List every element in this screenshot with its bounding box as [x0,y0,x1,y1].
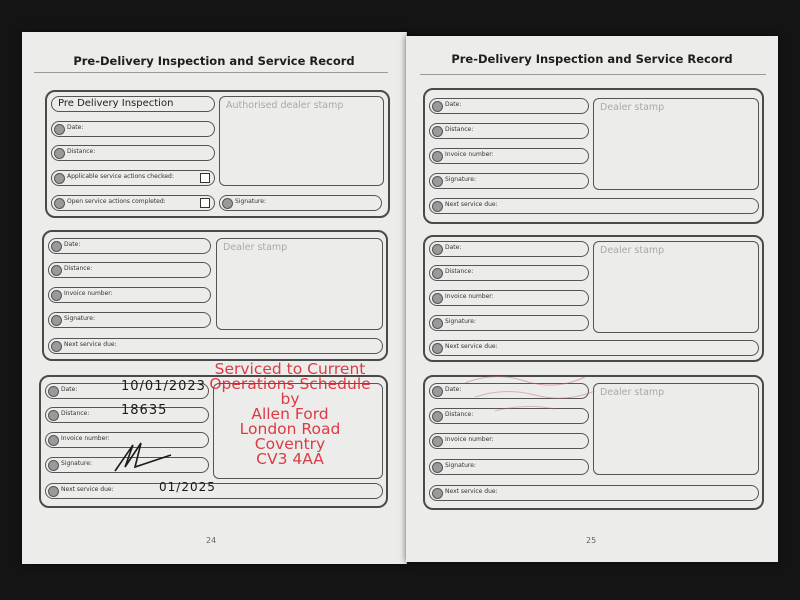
bullet-icon [51,241,62,252]
stamp-label: Authorised dealer stamp [226,100,344,111]
stamp-label: Dealer stamp [600,245,665,256]
stamp-line: Coventry [254,435,326,453]
bullet-icon [51,290,62,301]
stamp-line: Allen Ford [251,405,329,423]
checkbox[interactable] [200,173,210,183]
distance-field [51,145,215,161]
bullet-icon [432,126,443,137]
distance-field [429,123,589,139]
bullet-icon [432,436,443,447]
field-label: Distance: [445,411,474,418]
invoice-number-field [429,148,589,164]
bullet-icon [432,343,443,354]
stamp-label: Dealer stamp [600,387,665,398]
date-field [48,238,211,254]
bullet-icon [51,315,62,326]
field-label: Next service due: [61,486,114,493]
bullet-icon [54,148,65,159]
bullet-icon [432,244,443,255]
bullet-icon [54,198,65,209]
handwritten-date: 10/01/2023 [121,379,206,394]
signature-field [48,312,211,328]
dealer-rubber-stamp [200,362,380,467]
page-number: 24 [206,536,217,545]
bullet-icon [51,265,62,276]
stamp-label: Dealer stamp [600,102,665,113]
service-section-1 [42,230,388,361]
bullet-icon [48,486,59,497]
service-actions-checked-field [51,170,215,186]
authorised-dealer-stamp-box [219,96,384,186]
bullet-icon [432,488,443,499]
right-page [406,36,778,562]
date-field [429,241,589,257]
field-label: Signature: [61,460,92,467]
field-label: Date: [67,124,84,131]
next-service-field [429,340,759,356]
bullet-icon [48,435,59,446]
bullet-icon [48,410,59,421]
field-label: Signature: [235,198,266,205]
field-label: Applicable service actions checked: [67,173,174,180]
bullet-icon [432,201,443,212]
field-label: Invoice number: [445,293,494,300]
faint-stamp-show-through [455,363,615,423]
left-page [22,32,407,564]
next-service-field [429,485,759,501]
field-label: Distance: [64,265,93,272]
distance-field [429,265,589,281]
date-field [51,121,215,137]
invoice-number-field [429,433,589,449]
bullet-icon [432,268,443,279]
field-label: Signature: [64,315,95,322]
service-section-c [423,375,764,510]
field-label: Next service due: [445,488,498,495]
service-section-b [423,235,764,362]
bullet-icon [222,198,233,209]
field-label: Next service due: [64,341,117,348]
field-label: Signature: [445,176,476,183]
field-label: Invoice number: [64,290,113,297]
field-label: Date: [61,386,78,393]
field-label: Signature: [445,462,476,469]
field-label: Date: [64,241,81,248]
field-label: Date: [445,244,462,251]
stamp-line: London Road [239,420,341,438]
bullet-icon [48,460,59,471]
title-rule [34,72,388,73]
stamp-label: Dealer stamp [223,242,288,253]
field-label: Invoice number: [61,435,110,442]
field-label: Distance: [67,148,96,155]
stamp-line: CV3 4AA [256,450,324,468]
field-label: Date: [445,101,462,108]
bullet-icon [48,386,59,397]
field-label: Next service due: [445,201,498,208]
dealer-stamp-box [593,383,759,475]
bullet-icon [51,341,62,352]
field-label: Open service actions completed: [67,198,166,205]
handwritten-distance: 18635 [121,403,168,418]
bullet-icon [432,386,443,397]
checkbox[interactable] [200,198,210,208]
stamp-line: Serviced to Current [214,360,366,378]
page-title: Pre-Delivery Inspection and Service Record [451,52,733,66]
field-label: Signature: [445,318,476,325]
signature-scribble [111,437,181,477]
service-section-a [423,88,764,224]
dealer-stamp-box [216,238,383,330]
field-label: Invoice number: [445,151,494,158]
next-service-field [429,198,759,214]
bullet-icon [432,176,443,187]
signature-field [219,195,382,211]
field-label: Distance: [61,410,90,417]
handwritten-next-service: 01/2025 [159,480,216,494]
field-label: Distance: [445,126,474,133]
stamp-line: Operations Schedule by [209,375,371,408]
invoice-number-field [48,287,211,303]
pdi-section [45,90,390,218]
signature-field [429,173,589,189]
title-rule [420,74,766,75]
page-number: 25 [586,536,597,545]
field-label: Date: [445,386,462,393]
field-label: Invoice number: [445,436,494,443]
distance-field [48,262,211,278]
bullet-icon [432,293,443,304]
bullet-icon [432,151,443,162]
open-actions-completed-field [51,195,215,211]
field-label: Next service due: [445,343,498,350]
date-field [429,98,589,114]
signature-field [429,459,589,475]
bullet-icon [54,124,65,135]
bullet-icon [432,411,443,422]
signature-field [429,315,589,331]
dealer-stamp-box [593,241,759,333]
field-label: Distance: [445,268,474,275]
bullet-icon [54,173,65,184]
bullet-icon [432,318,443,329]
bullet-icon [432,462,443,473]
pdi-heading: Pre Delivery Inspection [58,98,174,109]
pdi-heading-field [51,96,215,112]
invoice-number-field [429,290,589,306]
next-service-field [48,338,383,354]
bullet-icon [432,101,443,112]
page-title: Pre-Delivery Inspection and Service Record [73,54,355,68]
dealer-stamp-box [593,98,759,190]
